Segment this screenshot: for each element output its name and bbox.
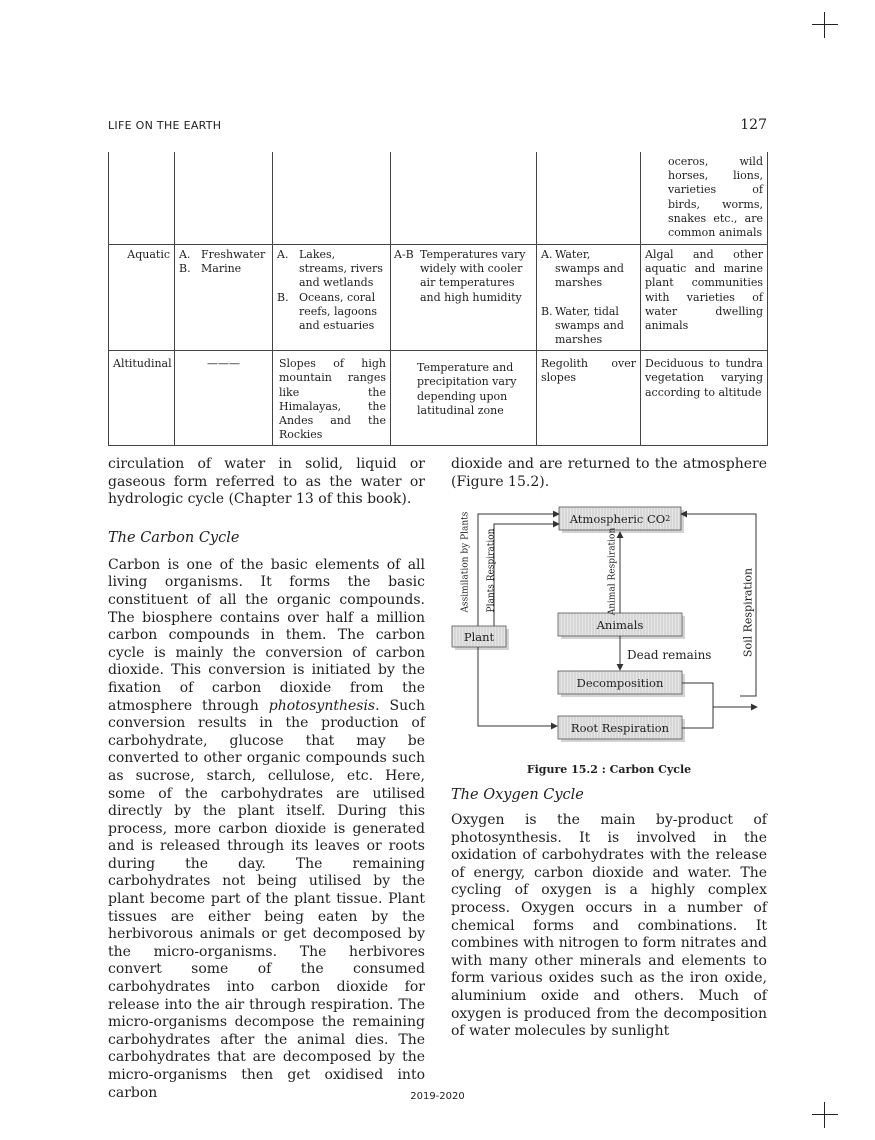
table-cell: oceros, wild horses, lions, varieties of birds, worms, snakes etc., are common animals — [641, 152, 768, 245]
table-cell — [175, 152, 273, 245]
soil-cell — [537, 245, 641, 351]
subtype-cell — [175, 245, 273, 351]
region-cell: Slopes of high mountain ranges like the Himalayas, the Andes and the Rockies — [273, 351, 391, 446]
flora-fauna-cell: Algal and other aquatic and marine plant communities with varieties of water dwelling animals — [641, 245, 768, 351]
table-row — [109, 351, 768, 446]
animal-respiration-label: Animal Respiration — [607, 527, 618, 616]
climate-cell — [391, 245, 537, 351]
subtype-item: A. Freshwater — [179, 248, 266, 261]
oxygen-cycle-paragraph: Oxygen is the main by-product of photosynthesis. It is involved in the oxidation of carbohydrates with the release of energy, carbon dioxide and water. The cycling of oxygen is a highly complex process. Oxygen occurs in a number of chemical forms and combinations. It combines with nitrogen to form nitrates and with many other minerals and elements to form various oxides such as the iron oxide, aluminium oxide and others. Much of oxygen is produced from the decomposition of water molecules by sunlight — [451, 812, 767, 1040]
table-row — [109, 152, 768, 245]
region-cell — [273, 245, 391, 351]
subtype-item: B. Marine — [179, 262, 242, 276]
region-item: B. Oceans, coral reefs, lagoons and estuaries — [277, 290, 378, 333]
oxygen-cycle-heading: The Oxygen Cycle — [451, 787, 584, 803]
table-cell — [391, 152, 537, 245]
left-column — [108, 456, 425, 1102]
table-row — [109, 245, 768, 351]
table-cell — [109, 152, 175, 245]
intro-paragraph: circulation of water in solid, liquid or gaseous form referred to as the water or hydrologic cycle (Chapter 13 of this book). — [108, 456, 425, 508]
soil-respiration-label: Soil Respiration — [741, 567, 755, 658]
soil-cell: Regolith over slopes — [537, 351, 641, 446]
decomposition-label: Decomposition — [576, 675, 664, 690]
climate-cell: Temperature and precipitation vary depending upon latitudinal zone — [391, 351, 537, 446]
carbon-cycle-diagram — [451, 500, 767, 762]
oxygen-cycle-section — [451, 786, 767, 1041]
climate-item: A-B Temperatures vary widely with cooler air temperatures and high humidity — [394, 248, 526, 304]
region-item: A. Lakes, streams, rivers and wetlands — [277, 248, 383, 290]
atmospheric-co2-label: Atmospheric CO 2 — [569, 511, 671, 526]
assimilation-label: Assimilation by Plants — [460, 511, 471, 613]
table-cell — [537, 152, 641, 245]
footer-year: 2019-2020 — [410, 1091, 465, 1102]
dead-remains-label: Dead remains — [627, 648, 712, 662]
animals-label: Animals — [596, 617, 644, 632]
carbon-cycle-paragraph: Carbon is one of the basic elements of all living organisms. It forms the basic constituent of all the organic compounds. The biosphere contains over half a million carbon compounds in them. The carbon cycle is mainly the conversion of carbon dioxide. This conversion is initiated by the fixation of carbon dioxide from the atmosphere through photosynthesis. Such conversion results in the production of carbohydrate, glucose that may be converted to other organic compounds such as sucrose, starch, cellulose, etc. Here, some of the carbohydrates are utilised directly by the plant itself. During this process, more carbon dioxide is generated and is released through its leaves or roots during the day. The remaining carbohydrates not being utilised by the plant become part of the plant tissue. Plant tissues are either being eaten by the herbivorous animals or get decomposed by the micro-organisms. The herbivores convert some of the consumed carbohydrates into carbon dioxide for release into the air through respiration. The micro-organisms decompose the remaining carbohydrates after the animal dies. The carbohydrates that are decomposed by the micro-organisms then get oxidised into carbon — [108, 556, 425, 1101]
carbon-cycle-heading: The Carbon Cycle — [108, 529, 240, 546]
soil-item: B. Water, tidal swamps and marshes — [541, 304, 624, 347]
root-respiration-label: Root Respiration — [570, 720, 670, 735]
intro-paragraph: dioxide and are returned to the atmosphere (Figure 15.2). — [451, 456, 767, 490]
biome-type-cell: Aquatic — [109, 245, 175, 351]
plants-respiration-label: Plants Respiration — [486, 528, 497, 613]
table-cell — [273, 152, 391, 245]
soil-item: A. Water, swamps and marshes — [541, 248, 624, 290]
biome-table — [108, 152, 768, 446]
running-head: LIFE ON THE EARTH — [108, 119, 222, 132]
flora-fauna-cell: Deciduous to tundra vegetation varying according to altitude — [641, 351, 768, 446]
figure-caption: Figure 15.2 : Carbon Cycle — [526, 763, 692, 776]
right-column — [451, 456, 767, 491]
biome-type-cell: Altitudinal — [109, 351, 175, 446]
subtype-cell: ——— — [175, 351, 273, 446]
plant-label: Plant — [463, 629, 495, 644]
page-number: 127 — [740, 117, 767, 133]
